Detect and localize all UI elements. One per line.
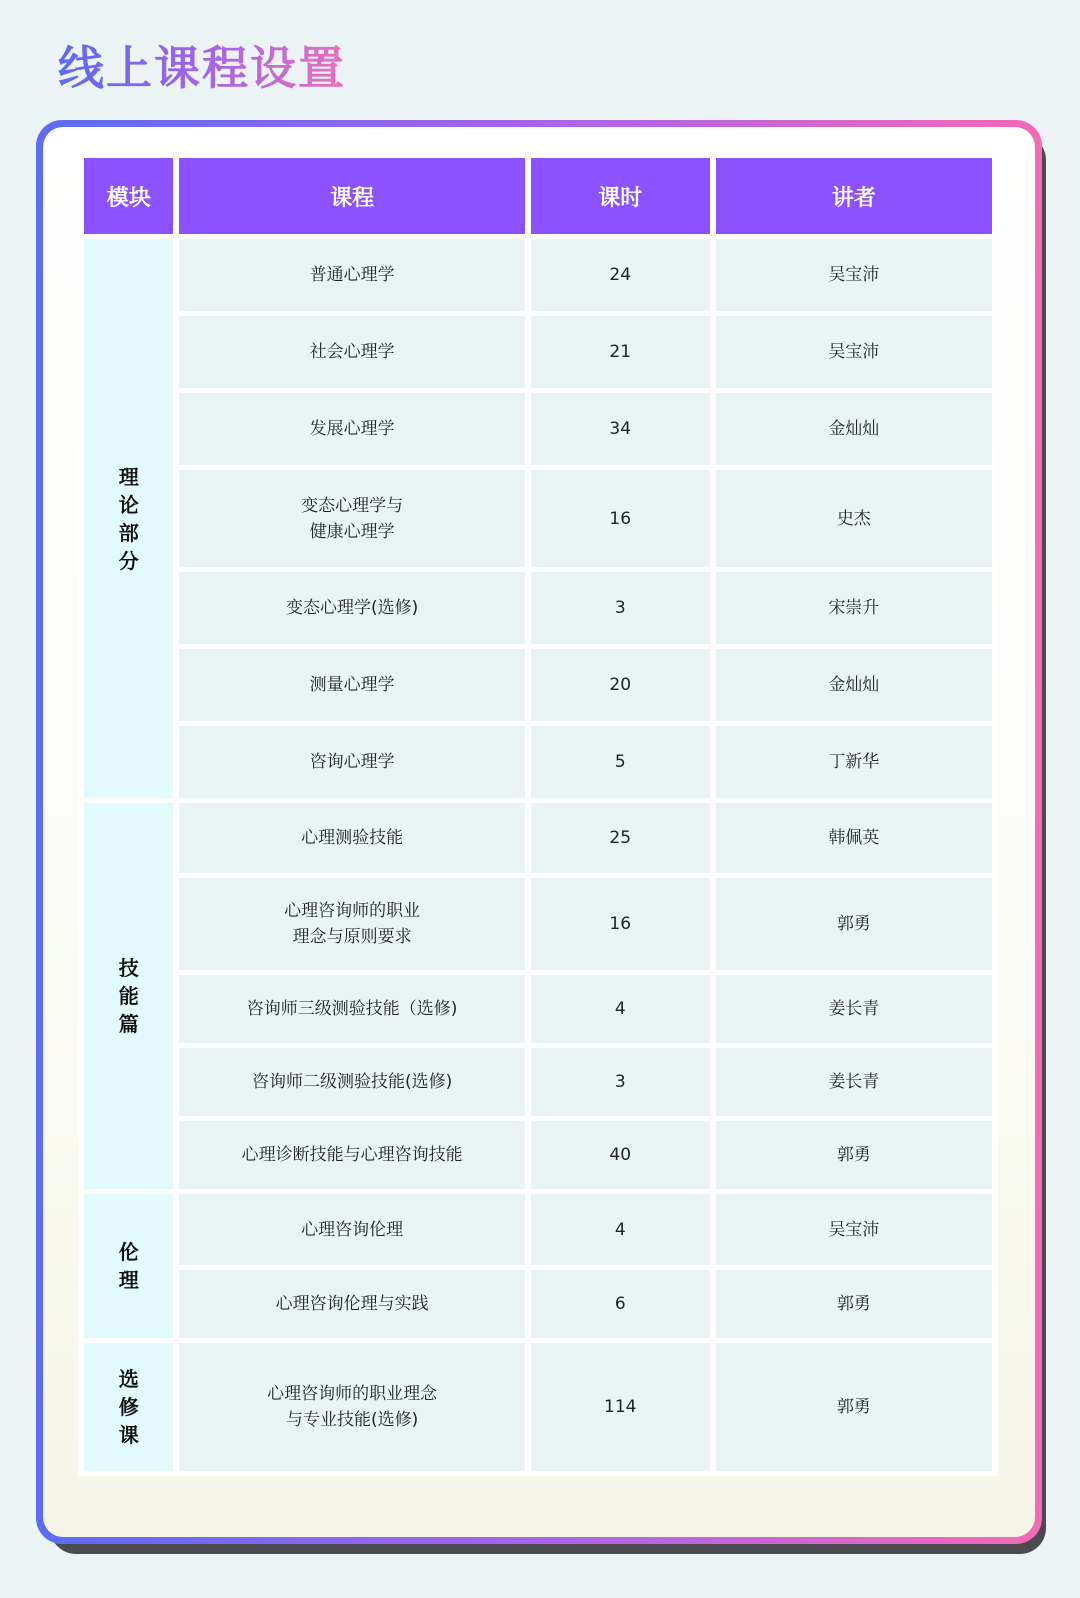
lecturer-cell: 金灿灿 (716, 393, 992, 465)
table-row (84, 649, 992, 721)
table-row (84, 1343, 992, 1471)
hours-cell: 16 (531, 878, 710, 970)
hours-cell: 3 (531, 1048, 710, 1116)
course-cell: 咨询师二级测验技能(选修) (179, 1048, 524, 1116)
hours-cell: 4 (531, 1194, 710, 1265)
hours-cell: 21 (531, 316, 710, 388)
module-label: 技能篇 (118, 956, 139, 1036)
header-course: 课程 (179, 158, 524, 234)
course-table-container (78, 158, 998, 1476)
table-row (84, 726, 992, 798)
table-row (84, 1270, 992, 1338)
header-hours: 课时 (531, 158, 710, 234)
table-row (84, 239, 992, 311)
hours-cell: 5 (531, 726, 710, 798)
table-row (84, 572, 992, 644)
lecturer-cell: 韩佩英 (716, 803, 992, 873)
course-cell: 心理咨询伦理与实践 (179, 1270, 524, 1338)
course-cell: 测量心理学 (179, 649, 524, 721)
course-cell: 普通心理学 (179, 239, 524, 311)
course-cell: 变态心理学与 健康心理学 (179, 470, 524, 567)
table-header-row (84, 158, 992, 234)
table-row (84, 1194, 992, 1265)
module-cell (84, 803, 173, 1189)
module-cell (84, 1343, 173, 1471)
course-table (78, 153, 998, 1476)
module-label: 伦理 (118, 1240, 139, 1292)
course-cell: 变态心理学(选修) (179, 572, 524, 644)
lecturer-cell: 金灿灿 (716, 649, 992, 721)
hours-cell: 34 (531, 393, 710, 465)
course-cell: 心理咨询伦理 (179, 1194, 524, 1265)
lecturer-cell: 史杰 (716, 470, 992, 567)
lecturer-cell: 郭勇 (716, 1343, 992, 1471)
module-label: 选修课 (118, 1367, 139, 1447)
page-title: 线上课程设置 (58, 36, 346, 100)
lecturer-cell: 吴宝沛 (716, 1194, 992, 1265)
table-row (84, 316, 992, 388)
lecturer-cell: 宋崇升 (716, 572, 992, 644)
hours-cell: 40 (531, 1121, 710, 1189)
table-body (84, 239, 992, 1471)
hours-cell: 114 (531, 1343, 710, 1471)
course-cell: 心理诊断技能与心理咨询技能 (179, 1121, 524, 1189)
course-cell: 咨询心理学 (179, 726, 524, 798)
table-row (84, 1048, 992, 1116)
table-row (84, 803, 992, 873)
lecturer-cell: 郭勇 (716, 1270, 992, 1338)
hours-cell: 16 (531, 470, 710, 567)
lecturer-cell: 郭勇 (716, 878, 992, 970)
table-row (84, 1121, 992, 1189)
course-cell: 社会心理学 (179, 316, 524, 388)
lecturer-cell: 郭勇 (716, 1121, 992, 1189)
header-lecturer: 讲者 (716, 158, 992, 234)
lecturer-cell: 吴宝沛 (716, 239, 992, 311)
table-row (84, 878, 992, 970)
table-row (84, 393, 992, 465)
module-cell (84, 1194, 173, 1338)
course-cell: 心理咨询师的职业 理念与原则要求 (179, 878, 524, 970)
lecturer-cell: 丁新华 (716, 726, 992, 798)
header-module: 模块 (84, 158, 173, 234)
course-cell: 咨询师三级测验技能（选修) (179, 975, 524, 1043)
lecturer-cell: 吴宝沛 (716, 316, 992, 388)
hours-cell: 3 (531, 572, 710, 644)
lecturer-cell: 姜长青 (716, 1048, 992, 1116)
module-cell (84, 239, 173, 798)
table-row (84, 470, 992, 567)
course-cell: 发展心理学 (179, 393, 524, 465)
table-row (84, 975, 992, 1043)
hours-cell: 25 (531, 803, 710, 873)
hours-cell: 20 (531, 649, 710, 721)
hours-cell: 24 (531, 239, 710, 311)
course-cell: 心理咨询师的职业理念 与专业技能(选修) (179, 1343, 524, 1471)
hours-cell: 6 (531, 1270, 710, 1338)
lecturer-cell: 姜长青 (716, 975, 992, 1043)
module-label: 理论部分 (118, 464, 139, 573)
course-cell: 心理测验技能 (179, 803, 524, 873)
hours-cell: 4 (531, 975, 710, 1043)
